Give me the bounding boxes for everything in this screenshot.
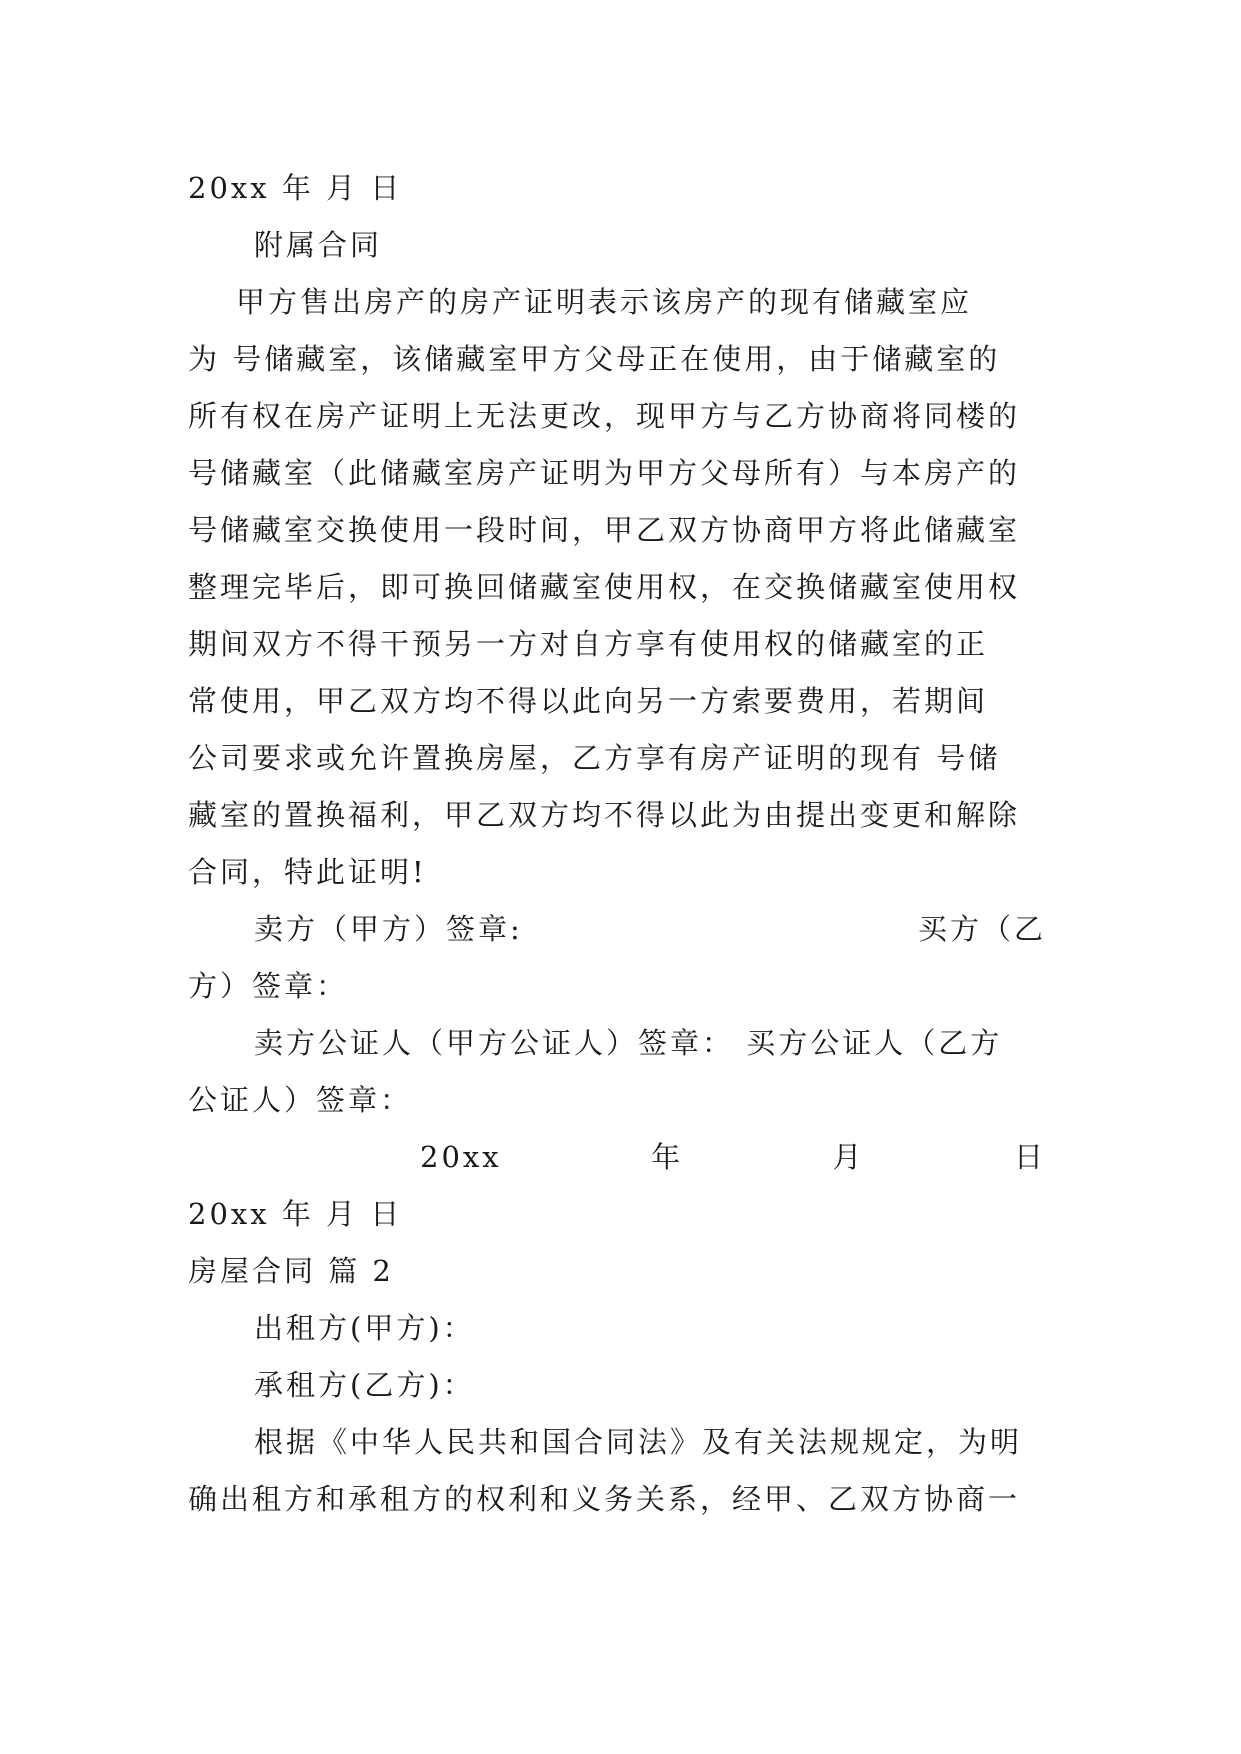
annex-paragraph	[188, 274, 1046, 901]
paragraph-line: 所有权在房产证明上无法更改，现甲方与乙方协商将同楼的	[188, 399, 1021, 433]
paragraph-line: 常使用，甲乙双方均不得以此向另一方索要费用，若期间	[188, 684, 989, 718]
lessee-line: 承租方(乙方)：	[254, 1368, 475, 1402]
paragraph-line: 号储藏室交换使用一段时间，甲乙双方协商甲方将此储藏室	[188, 513, 1021, 547]
lessor-line: 出租方(甲方)：	[254, 1311, 475, 1345]
paragraph-line: 藏室的置换福利，甲乙双方均不得以此为由提出变更和解除	[188, 798, 1021, 832]
date-month-char: 月	[832, 1140, 865, 1174]
notary-signature-line: 卖方公证人（甲方公证人）签章： 买方公证人（乙方	[254, 1026, 1003, 1060]
buyer-signature-label-end: 方）签章：	[188, 969, 349, 1003]
date-year-value: 20xx	[420, 1140, 502, 1174]
date-year-char: 年	[651, 1140, 684, 1174]
buyer-signature-label-start: 买方（乙	[917, 912, 1046, 946]
seller-signature-label: 卖方（甲方）签章:	[254, 912, 523, 946]
date-line: 20xx 年 月 日	[188, 171, 403, 205]
notary-signature-line-end: 公证人）签章：	[188, 1083, 413, 1117]
paragraph-line: 公司要求或允许置换房屋，乙方享有房产证明的现有 号储	[188, 741, 1001, 775]
paragraph-line: 合同，特此证明!	[188, 855, 427, 889]
paragraph-line: 为 号储藏室，该储藏室甲方父母正在使用，由于储藏室的	[188, 342, 1001, 376]
signature-row	[188, 901, 1046, 958]
document-body	[188, 160, 1046, 1528]
date-line: 20xx 年 月 日	[188, 1197, 403, 1231]
date-spread-line	[188, 1129, 1046, 1186]
paragraph-line: 期间双方不得干预另一方对自方享有使用权的储藏室的正	[188, 627, 989, 661]
paragraph-line: 甲方售出房产的房产证明表示该房产的现有储藏室应	[236, 285, 973, 319]
date-day-char: 日	[1013, 1140, 1046, 1174]
basis-paragraph-line: 根据《中华人民共和国合同法》及有关法规规定，为明	[254, 1425, 1023, 1459]
basis-paragraph-line: 确出租方和承租方的权利和义务关系，经甲、乙双方协商一	[188, 1482, 1021, 1516]
annex-title: 附属合同	[254, 228, 383, 262]
paragraph-line: 整理完毕后，即可换回储藏室使用权，在交换储藏室使用权	[188, 570, 1021, 604]
contract-title: 房屋合同 篇 2	[188, 1254, 394, 1288]
paragraph-line: 号储藏室（此储藏室房产证明为甲方父母所有）与本房产的	[188, 456, 1021, 490]
